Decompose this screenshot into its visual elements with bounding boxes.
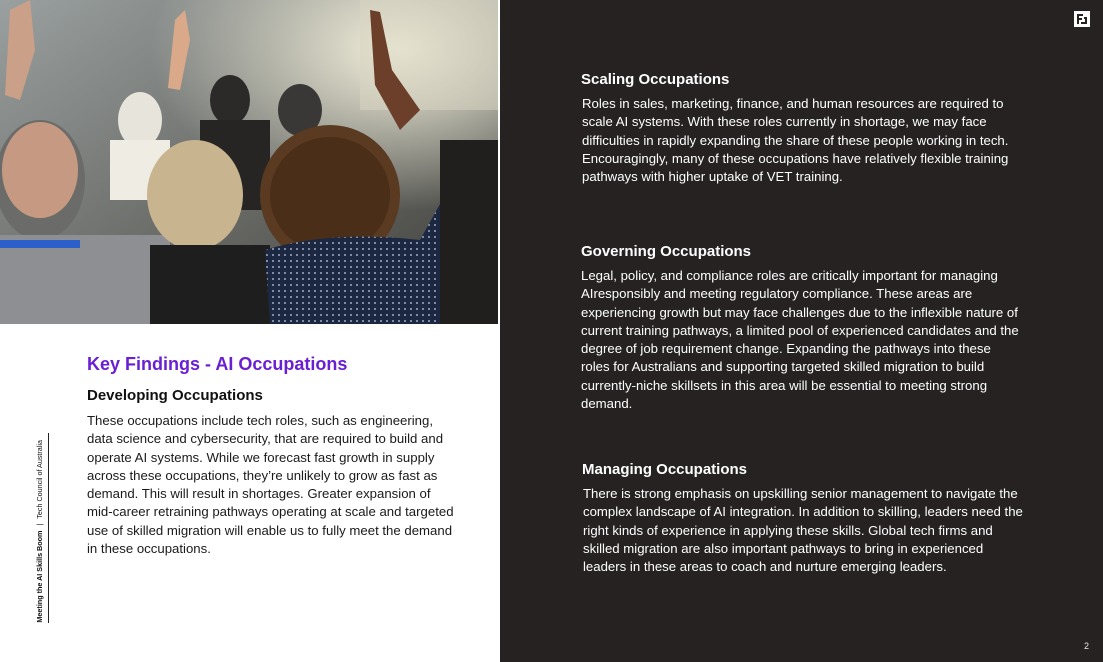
managing-occupations-title: Managing Occupations [582, 461, 748, 478]
governing-occupations-body: Legal, policy, and compliance roles are critically important for managing AIresponsibly and meeting regulatory compliance. These areas are experiencing growth but may face challenges due to the inflexible nature of current training pathways, a limited pool of experienced candidates and the degree of job requirement change. Expanding the pathways into these roles for Australians and supporting targeted skilled migration to build currently-niche skillsets in this area will be essential to meeting strong demand. [581, 268, 1019, 412]
managing-occupations-body: There is strong emphasis on upskilling senior management to navigate the complex landscape of AI integration. In addition to skilling, leaders need the right kinds of experience in applying these skills. Global tech firms and skilled migration are also important pathways to bring in experienced leaders in these areas to coach and nurture emerging leaders. [583, 486, 1023, 575]
scaling-occupations-title: Scaling Occupations [581, 71, 730, 88]
audience-photo-illustration [0, 0, 500, 324]
left-page [0, 0, 500, 662]
right-page [500, 0, 1103, 662]
side-label-org: Tech Council of Australia [35, 440, 44, 520]
key-findings-heading: Key Findings - AI Occupations [87, 354, 348, 374]
developing-occupations-body: These occupations include tech roles, such as engineering, data science and cybersecurity, that are required to build and operate AI systems. While we forecast fast growth in supply across these occupations, they’re unlikely to grow as fast as demand. This will result in shortages. Greater expansion of mid-career retraining pathways operating at scale and targeted use of skilled migration will enable us to fully meet the demand in these occupations. [87, 413, 454, 557]
side-label-text [35, 440, 45, 623]
governing-occupations-title: Governing Occupations [581, 243, 752, 260]
audience-photo [0, 0, 500, 324]
report-side-label [31, 433, 51, 623]
side-label-rule [48, 433, 49, 623]
developing-occupations-title: Developing Occupations [87, 387, 263, 404]
side-label-separator: | [35, 524, 44, 527]
scaling-occupations-body: Roles in sales, marketing, finance, and human resources are required to scale AI systems. With these roles currently in shortage, we may face difficulties in rapidly expanding the share of these people working in tech. Encouragingly, many of these occupations have relatively flexible training pathways with higher uptake of VET training. [582, 96, 1009, 185]
side-label-report-title: Meeting the AI Skills Boom [35, 531, 44, 623]
tca-logo-icon [1074, 11, 1090, 27]
page-number: 2 [1083, 641, 1089, 651]
